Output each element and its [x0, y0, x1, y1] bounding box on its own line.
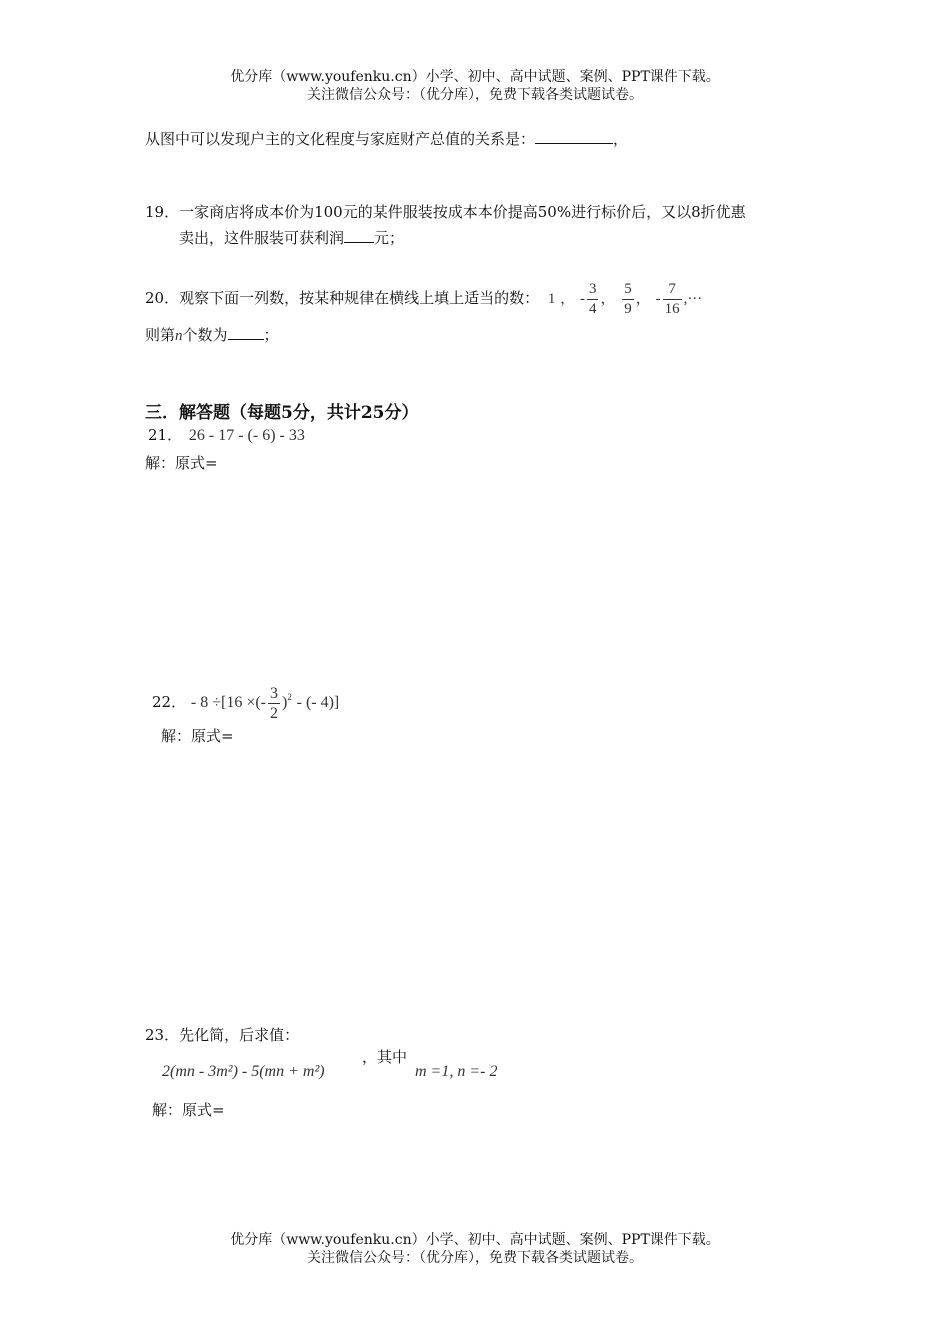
- q22-fraction: $\frac{3}{2}$: [270, 684, 278, 722]
- footer-line-1: 优分库（www.youfenku.cn）小学、初中、高中试题、案例、PPT课件下载。: [230, 1232, 720, 1248]
- q20-number: 20．: [145, 289, 180, 307]
- q18-text: 从图中可以发现户主的文化程度与家庭财产总值的关系是：: [145, 130, 536, 148]
- q18-blank[interactable]: [535, 143, 613, 144]
- q20-n-var: n: [175, 328, 183, 344]
- q22-expression-a: - 8 ÷[16 ×(-: [190, 694, 266, 711]
- q19-line-1: [145, 201, 746, 223]
- q23-where: ，其中: [362, 1048, 408, 1066]
- q23-title: 先化简，后求值：: [179, 1026, 300, 1044]
- q19-line-2: [179, 227, 404, 249]
- q19-unit: 元；: [374, 229, 405, 247]
- q21-solution: 解：原式=: [145, 454, 218, 472]
- q21-line: [148, 424, 305, 447]
- q23-number: 23．: [145, 1026, 180, 1044]
- q23-values-text: m =1, n =- 2: [415, 1063, 498, 1080]
- q18-tail: [145, 128, 628, 150]
- q23-values: [415, 1060, 497, 1083]
- section-3-title: 三．解答题（每题5分，共计25分）: [145, 403, 419, 423]
- q20-text-2: 则第: [145, 326, 176, 344]
- q22-solution: 解：原式=: [161, 727, 234, 745]
- q20-text-3: 个数为: [182, 326, 228, 344]
- q18-after: ，: [613, 130, 629, 148]
- q19-number: 19．: [145, 203, 180, 221]
- q20-sign-3: -: [655, 291, 661, 307]
- q20-text: 观察下面一列数，按某种规律在横线上填上适当的数：: [179, 289, 540, 307]
- q19-blank[interactable]: [344, 242, 374, 243]
- header-line-1: 优分库（www.youfenku.cn）小学、初中、高中试题、案例、PPT课件下载。: [230, 69, 720, 85]
- q23-solution: 解：原式=: [152, 1101, 225, 1119]
- q21-expression: 26 - 17 - (- 6) - 33: [188, 427, 305, 444]
- q22-line: 22． - 8 ÷[16 ×(- $\frac{3}{2}$ )$^2$ - (- 4)]: [152, 684, 340, 722]
- q20-fraction-2: $\frac{5}{9}$: [624, 280, 632, 317]
- q21-number: 21．: [148, 426, 183, 444]
- q20-fraction-1: $\frac{3}{4}$: [588, 280, 597, 317]
- q20-sign-1: -: [579, 291, 585, 307]
- q20-blank[interactable]: [228, 339, 264, 340]
- q22-exponent: 2: [287, 692, 292, 702]
- q23-expression: [162, 1060, 325, 1083]
- q19-text-2: 卖出，这件服装可获利润: [179, 229, 345, 247]
- q20-line-2: [145, 324, 279, 347]
- q20-seq-first: 1: [547, 291, 556, 307]
- footer-line-2: 关注微信公众号：（优分库），免费下载各类试题试卷。: [307, 1250, 643, 1266]
- q20-fraction-3: $\frac{7}{16}$: [664, 280, 680, 317]
- q20-text-4: ；: [263, 326, 279, 344]
- q23-title-line: [145, 1024, 299, 1046]
- q20-line-1: 20．观察下面一列数，按某种规律在横线上填上适当的数： 1 ， - $\frac{3}{4}$ ， $\frac{5}{9}$ ， - $\frac{7}{16}$ ,···: [145, 280, 703, 317]
- q22-number: 22．: [152, 693, 187, 711]
- header-line-2: 关注微信公众号：（优分库），免费下载各类试题试卷。: [307, 87, 643, 103]
- q22-expression-b: - (- 4)]: [296, 694, 340, 711]
- q23-expr: 2(mn - 3m²) - 5(mn + m²): [162, 1063, 325, 1080]
- q19-text: 一家商店将成本价为100元的某件服装按成本本价提高50%进行标价后，又以8折优惠: [179, 203, 746, 221]
- q20-ellipsis: ,···: [683, 291, 703, 307]
